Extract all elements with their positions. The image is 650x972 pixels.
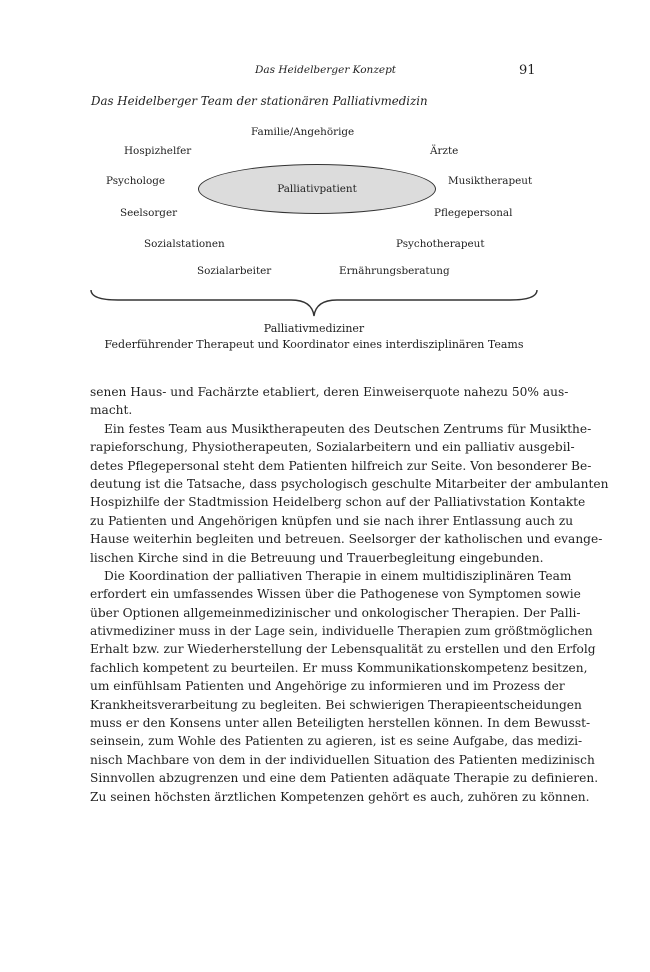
text-line: Erhalt bzw. zur Wiederherstellung der Lebensqualität zu erstellen und den Erfolg [90, 642, 596, 657]
text-line: ativmediziner muss in der Lage sein, individuelle Therapien zum größtmöglichen [90, 624, 593, 639]
running-header-title: Das Heidelberger Konzept [255, 64, 397, 76]
page-number: 91 [519, 63, 536, 78]
text-line: Die Koordination der palliativen Therapie in einem multidisziplinären Team [104, 568, 572, 583]
text-line: macht. [90, 403, 133, 418]
text-line: um einfühlsam Patienten und Angehörige zu informieren und im Prozess der [90, 679, 565, 694]
role-hospizhelfer: Hospizhelfer [124, 145, 192, 157]
text-line: deutung ist die Tatsache, dass psychologisch geschulte Mitarbeiter der ambulanten [90, 476, 609, 491]
text-line: Krankheitsverarbeitung zu begleiten. Bei schwierigen Therapieentscheidungen [90, 697, 582, 712]
patient-ellipse [198, 164, 436, 214]
body-text [90, 383, 609, 806]
figure-title: Das Heidelberger Team der stationären Palliativmedizin [91, 94, 428, 108]
text-line: rapieforschung, Physiotherapeuten, Sozialarbeitern und ein palliativ ausgebil- [90, 440, 575, 455]
curly-brace [88, 286, 540, 320]
text-line: nisch Machbare von dem in der individuellen Situation des Patienten medizinisch [90, 752, 595, 767]
text-line: seinsein, zum Wohle des Patienten zu agieren, ist es seine Aufgabe, das medizi- [90, 734, 583, 749]
text-line: zu Patienten und Angehörigen knüpfen und sie nach ihrer Entlassung auch zu [90, 513, 574, 528]
text-line: Zu seinen höchsten ärztlichen Kompetenzen gehört es auch, zuhören zu können. [90, 789, 590, 804]
role-psychotherapeut: Psychotherapeut [396, 238, 485, 250]
text-line: fachlich kompetent zu beurteilen. Er muss Kommunikationskompetenz besitzen, [90, 660, 588, 675]
caption-palliativmediziner: Palliativmediziner [263, 322, 365, 335]
text-line: Hause weiterhin begleiten und betreuen. Seelsorger der katholischen und evange- [90, 532, 603, 547]
text-line: lischen Kirche sind in die Betreuung und Trauerbegleitung eingebunden. [90, 550, 544, 565]
role-psychologe: Psychologe [106, 175, 166, 187]
patient-label: Palliativpatient [277, 183, 357, 195]
text-line: muss er den Konsens unter allen Beteiligten herstellen können. In dem Bewusst- [90, 716, 591, 731]
role-sozialstationen: Sozialstationen [144, 238, 225, 250]
text-line: erfordert ein umfassendes Wissen über die Pathogenese von Symptomen sowie [90, 587, 581, 602]
text-line: detes Pflegepersonal steht dem Patienten hilfreich zur Seite. Von besonderer Be- [90, 458, 592, 473]
role-ernaehrungsberatung: Ernährungsberatung [339, 265, 450, 277]
role-pflegepersonal: Pflegepersonal [434, 207, 513, 219]
role-sozialarbeiter: Sozialarbeiter [197, 265, 272, 277]
text-line: Hospizhilfe der Stadtmission Heidelberg schon auf der Palliativstation Kontakte [90, 495, 586, 510]
text-line: Ein festes Team aus Musiktherapeuten des Deutschen Zentrums für Musikthe- [104, 421, 592, 436]
role-musiktherapeut: Musiktherapeut [448, 175, 533, 187]
role-seelsorger: Seelsorger [120, 207, 178, 219]
text-line: Sinnvollen abzugrenzen und eine dem Patienten adäquate Therapie zu definieren. [90, 771, 599, 786]
role-aerzte: Ärzte [430, 145, 459, 157]
text-line: senen Haus- und Fachärzte etabliert, deren Einweiserquote nahezu 50% aus- [90, 385, 569, 399]
caption-role-description: Federführender Therapeut und Koordinator eines interdisziplinären Teams [104, 338, 524, 351]
text-line: über Optionen allgemeinmedizinischer und onkologischer Therapien. Der Palli- [90, 605, 581, 620]
role-familie-angehoerige: Familie/Angehörige [251, 126, 355, 138]
